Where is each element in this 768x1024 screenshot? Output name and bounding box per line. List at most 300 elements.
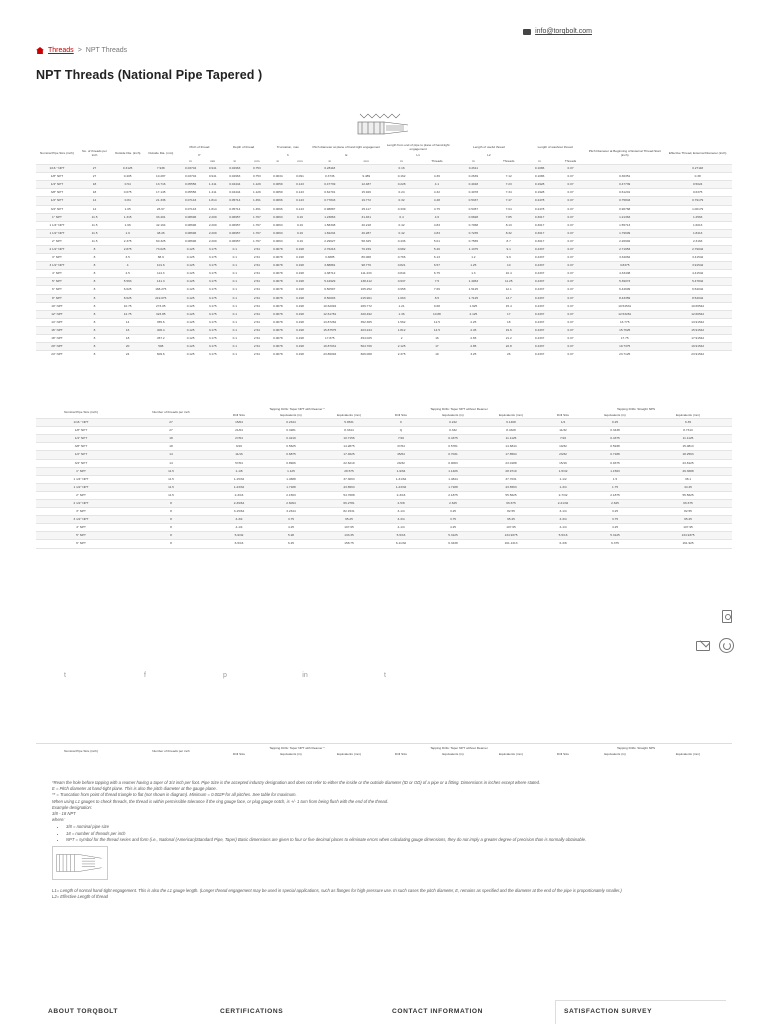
table-cell: 4" NPT: [36, 270, 78, 278]
npt-thread-diagram: [356, 112, 412, 142]
table-cell: 0.332: [424, 427, 482, 435]
table-cell: 1.05: [111, 205, 144, 213]
footer-survey[interactable]: SATISFACTION SURVEY: [564, 1008, 653, 1015]
table-cell: 8: [126, 524, 216, 532]
table-row: [36, 427, 732, 435]
table-cell: 0.07: [555, 262, 586, 270]
table-cell: 37/64: [378, 443, 424, 451]
col-head: Effective Thread, External Diameter (inch): [668, 151, 727, 156]
table-cell: 3.175: [204, 278, 222, 286]
table-cell: 0.07: [555, 189, 586, 197]
tapping-drills-header-table: [36, 745, 732, 757]
table-cell: 107.95: [482, 524, 540, 532]
table-row: [36, 508, 732, 516]
table-cell: 48.26: [144, 229, 177, 237]
table-row: [36, 351, 732, 359]
table-cell: 0.766: [383, 254, 421, 262]
table-cell: 2.625: [586, 499, 644, 507]
table-cell: 0.198: [290, 343, 310, 351]
table-cell: 3.175: [204, 310, 222, 318]
table-cell: 37.7031: [482, 475, 540, 483]
table-row: [36, 318, 732, 326]
table-cell: 1.129: [248, 189, 266, 197]
table-cell: 0.1: [222, 254, 249, 262]
table-cell: 70.159: [350, 246, 383, 254]
table-cell: 25.117: [350, 205, 383, 213]
table-cell: 8: [78, 262, 111, 270]
table-cell: 8: [78, 351, 111, 359]
table-cell: 6.75: [420, 270, 453, 278]
table-cell: 19.6: [493, 326, 524, 334]
table-cell: 0.143: [290, 189, 310, 197]
table-cell: 1.063: [383, 294, 421, 302]
table-cell: 4.83: [420, 221, 453, 229]
table-cell: 8: [126, 540, 216, 548]
table-row: [36, 294, 732, 302]
table-cell: 0.07: [555, 270, 586, 278]
table-cell: 0.242: [424, 419, 482, 427]
table-cell: 2.125: [453, 310, 493, 318]
table-cell: 3/8" NPT: [36, 189, 78, 197]
table-cell: 0.125: [177, 294, 204, 302]
table-cell: 1.55713: [586, 221, 663, 229]
table-cell: 0.4: [383, 213, 421, 221]
table-cell: 37.3063: [320, 475, 378, 483]
table-cell: 0.3017: [524, 213, 555, 221]
facebook-icon[interactable]: f: [144, 672, 146, 679]
table-cell: 95.25: [482, 516, 540, 524]
table-row: [36, 459, 732, 467]
table-cell: 13.716: [144, 181, 177, 189]
table-cell: 0.0078: [266, 318, 290, 326]
table-cell: 1.66: [111, 221, 144, 229]
table-cell: 0.07: [555, 302, 586, 310]
table-cell: 0.1: [222, 335, 249, 343]
table-cell: 3 1/2" NPT: [36, 516, 126, 524]
table-cell: 0.125: [177, 286, 204, 294]
email-link[interactable]: info@torqbolt.com: [535, 28, 592, 35]
table-cell: 18.2563: [644, 451, 732, 459]
table-cell: 0.675: [111, 189, 144, 197]
table-cell: 43.6563: [482, 483, 540, 491]
footer-contact[interactable]: CONTACT INFORMATION: [392, 1008, 484, 1015]
table-cell: 27: [78, 165, 111, 173]
table-cell: 0.07143: [177, 205, 204, 213]
table-cell: 0.02963: [222, 173, 249, 181]
table-cell: 0.05714: [222, 205, 249, 213]
table-cell: 11.25: [493, 278, 524, 286]
table-cell: 13.7: [493, 294, 524, 302]
table-cell: 19.772: [350, 197, 383, 205]
table-cell: 3.175: [204, 343, 222, 351]
table-cell: 18: [111, 335, 144, 343]
table-cell: 21/64: [216, 427, 262, 435]
table-cell: 66.2781: [320, 499, 378, 507]
table-row: [36, 419, 732, 427]
table-cell: 219.075: [144, 294, 177, 302]
table-cell: 8.13: [493, 221, 524, 229]
table-cell: 0.5024: [663, 181, 732, 189]
table-cell: 0.753: [248, 165, 266, 173]
table-cell: 73.025: [144, 246, 177, 254]
table-cell: 18: [126, 435, 216, 443]
table-cell: 4.75: [420, 205, 453, 213]
table-cell: 1-9/64: [378, 467, 424, 475]
table-cell: 0.36351: [586, 173, 663, 181]
table-cell: 0.091: [290, 173, 310, 181]
table-cell: 0.07: [555, 237, 586, 245]
table-cell: 3.175: [204, 254, 222, 262]
breadcrumb-separator: >: [77, 47, 82, 54]
table-cell: 1.3: [453, 270, 493, 278]
table-cell: 0.4078: [453, 189, 493, 197]
table-cell: 23.7125: [586, 351, 663, 359]
table-cell: 20: [111, 343, 144, 351]
table-cell: 2" NPT: [36, 237, 78, 245]
table-cell: 4.38712: [310, 270, 350, 278]
table-cell: 95.25: [320, 516, 378, 524]
table-cell: 14: [126, 459, 216, 467]
breadcrumb-threads-link[interactable]: Threads: [48, 47, 74, 54]
table-row: [36, 205, 732, 213]
table-cell: 4.48: [420, 197, 453, 205]
table-cell: 7.23: [493, 181, 524, 189]
table-cell: 0.5625: [262, 443, 320, 451]
table-cell: 1.1406: [424, 467, 482, 475]
table-cell: 0.25: [586, 419, 644, 427]
table-cell: 7.85: [493, 213, 524, 221]
table-cell: 8: [78, 294, 111, 302]
table-cell: 0.08696: [177, 213, 204, 221]
table-cell: 58.325: [350, 237, 383, 245]
table-cell: 3.25: [424, 508, 482, 516]
table-cell: 1.23863: [310, 213, 350, 221]
whatsapp-icon[interactable]: [719, 638, 734, 653]
table-cell: 1/2" NPT: [36, 451, 126, 459]
table-cell: 0.0078: [266, 326, 290, 334]
tumblr-icon[interactable]: t: [384, 672, 386, 679]
table-cell: 7.938: [144, 165, 177, 173]
table-cell: 0.62701: [310, 189, 350, 197]
table-cell: 1-5/32: [540, 467, 586, 475]
group-head: Tapping Drills: Taper NPT without Reamer: [430, 746, 488, 750]
col-head: Equivalents (in): [604, 413, 626, 418]
table-cell: 1/8" NPT: [36, 427, 126, 435]
table-cell: 5-5/16: [378, 532, 424, 540]
table-cell: 0.228: [383, 181, 421, 189]
table-cell: 1.75: [586, 483, 644, 491]
table-cell: 19.87031: [310, 343, 350, 351]
table-cell: 0.7235: [453, 229, 493, 237]
table-cell: 18" NPT: [36, 335, 78, 343]
table-cell: 2.625: [424, 499, 482, 507]
table-cell: 0.16: [290, 237, 310, 245]
table-cell: 0.61201: [586, 189, 663, 197]
table-cell: 1.8413: [663, 229, 732, 237]
table-cell: 8.3344: [320, 427, 378, 435]
pinterest-icon[interactable]: p: [223, 672, 227, 679]
table-cell: 0.821: [383, 262, 421, 270]
col-head: Drill Size: [394, 413, 408, 418]
table-cell: 508: [144, 343, 177, 351]
table-cell: 14: [78, 205, 111, 213]
table-cell: 1.1375: [453, 246, 493, 254]
table-cell: 0.08696: [177, 229, 204, 237]
table-row: [36, 524, 732, 532]
table-cell: 7.5: [420, 278, 453, 286]
table-cell: 0.198: [290, 286, 310, 294]
table-cell: 0.844: [383, 270, 421, 278]
table-cell: 0.198: [290, 351, 310, 359]
table-cell: 1-31/64: [378, 475, 424, 483]
table-cell: [290, 165, 310, 173]
table-cell: 16: [420, 335, 453, 343]
home-icon[interactable]: [36, 47, 44, 54]
table-cell: 15.0813: [644, 443, 732, 451]
table-cell: 0.07: [555, 318, 586, 326]
table-cell: 0.3017: [524, 237, 555, 245]
col-head: Drill Size: [232, 413, 246, 418]
pdf-icon[interactable]: [722, 610, 732, 623]
table-cell: 8.7: [493, 237, 524, 245]
table-cell: 0.4375: [586, 435, 644, 443]
table-cell: 0.125: [177, 270, 204, 278]
table-cell: 54.7688: [320, 491, 378, 499]
table-cell: 4.25: [262, 524, 320, 532]
table-cell: 0.07: [555, 213, 586, 221]
table-cell: 4: [111, 262, 144, 270]
table-cell: 5.9531: [320, 419, 378, 427]
table-cell: 6-11/32: [378, 540, 424, 548]
table-cell: 0.08696: [177, 221, 204, 229]
table-cell: 23.8125: [644, 459, 732, 467]
table-cell: 8: [78, 246, 111, 254]
unit-head: in: [233, 159, 236, 164]
table-cell: 0.16: [290, 213, 310, 221]
table-cell: 0.4337: [524, 246, 555, 254]
table-cell: 0.0078: [266, 246, 290, 254]
table-cell: 1 1/2" NPT: [36, 229, 78, 237]
table-cell: 3.75: [424, 516, 482, 524]
table-cell: 8.5: [420, 294, 453, 302]
table-cell: 5.01: [420, 237, 453, 245]
table-cell: 1.21: [383, 302, 421, 310]
table-cell: 10.54531: [586, 302, 663, 310]
table-cell: 0.198: [290, 278, 310, 286]
table-cell: 43.6563: [320, 483, 378, 491]
table-cell: 1.814: [204, 205, 222, 213]
col-subhead: h: [286, 153, 289, 158]
table-cell: 5" NPT: [36, 532, 126, 540]
col-head: Equivalents (in): [442, 752, 464, 757]
table-cell: 0.1: [222, 310, 249, 318]
table-cell: 12.75: [111, 310, 144, 318]
table-cell: 11.5: [126, 467, 216, 475]
col-head: Outside Dia. (inch): [114, 151, 141, 156]
table-cell: 2.54: [248, 246, 266, 254]
table-cell: 134.9375: [482, 532, 540, 540]
footer-about[interactable]: ABOUT TORQBOLT: [48, 1008, 119, 1015]
table-cell: 0.7565: [453, 237, 493, 245]
table-cell: 0.125: [177, 278, 204, 286]
table-cell: 0.4337: [524, 326, 555, 334]
table-cell: 6.44609: [586, 286, 663, 294]
note-where: where:: [52, 817, 65, 823]
table-cell: 0.198: [290, 335, 310, 343]
table-cell: 5.46: [420, 246, 453, 254]
group-head: Tapping Drills: Taper NPT without Reamer: [430, 407, 488, 411]
table-cell: 2.54: [248, 326, 266, 334]
table-cell: 0.9063: [424, 459, 482, 467]
col-subhead: P: [198, 153, 201, 158]
table-cell: 0.125: [177, 262, 204, 270]
table-cell: 12.1: [493, 286, 524, 294]
table-cell: 0.07: [555, 221, 586, 229]
table-cell: 0.4337: [524, 310, 555, 318]
table-cell: 4-1/4: [378, 524, 424, 532]
table-cell: 2.209: [204, 221, 222, 229]
table-cell: 320.492: [350, 310, 383, 318]
table-cell: 1.451: [248, 197, 266, 205]
table-cell: 2.54: [248, 270, 266, 278]
table-cell: 0.4337: [524, 351, 555, 359]
table-cell: 323.85: [144, 310, 177, 318]
table-cell: 2.54: [248, 294, 266, 302]
table-cell: 2.65: [453, 335, 493, 343]
table-cell: Q: [378, 427, 424, 435]
table-cell: 0.198: [290, 302, 310, 310]
table-cell: 0.4337: [524, 262, 555, 270]
table-cell: 0.27118: [663, 165, 732, 173]
table-cell: 3.2344: [262, 508, 320, 516]
table-cell: 8.4328: [482, 427, 540, 435]
footer-certifications[interactable]: CERTIFICATIONS: [220, 1008, 284, 1015]
table-cell: 10: [493, 262, 524, 270]
table-cell: 11/32: [540, 427, 586, 435]
table-cell: 0.0063: [266, 221, 290, 229]
table-cell: 4.83: [420, 229, 453, 237]
table-cell: 12.5: [420, 318, 453, 326]
table-cell: 0.77843: [310, 197, 350, 205]
table-cell: 7/16: [378, 435, 424, 443]
table-cell: 0.0078: [266, 335, 290, 343]
table-cell: 12.66542: [663, 310, 732, 318]
table-cell: 0.198: [290, 270, 310, 278]
table-cell: 1.315: [111, 213, 144, 221]
table-cell: 0.125: [177, 318, 204, 326]
email-share-icon[interactable]: [696, 641, 710, 651]
table-cell: 355.6: [144, 318, 177, 326]
table-cell: 2.54: [248, 302, 266, 310]
table-cell: 6-3/8: [540, 540, 586, 548]
table-cell: 2.76216: [310, 246, 350, 254]
table-cell: 6.35: [644, 419, 732, 427]
table-row: [36, 335, 732, 343]
table-cell: 28.575: [320, 467, 378, 475]
table-cell: 7.47: [493, 197, 524, 205]
table-cell: 11.5: [126, 483, 216, 491]
table-cell: 0.07: [555, 351, 586, 359]
table-cell: 3.175: [204, 286, 222, 294]
table-cell: 0.1: [222, 351, 249, 359]
table-cell: 3.175: [204, 302, 222, 310]
table-cell: 27: [126, 427, 216, 435]
table-cell: [266, 165, 290, 173]
table-cell: 0.941: [204, 173, 222, 181]
table-cell: 88.9: [144, 254, 177, 262]
table-cell: 5.44929: [310, 278, 350, 286]
table-cell: 3 1/2" NPT: [36, 262, 78, 270]
col-head: Equivalents (mm): [336, 413, 362, 418]
table-cell: 8.32: [493, 229, 524, 237]
table-cell: 3-1/4: [378, 508, 424, 516]
table-cell: 1.82234: [310, 229, 350, 237]
table-cell: 2.54: [248, 335, 266, 343]
table-cell: 0.3736: [310, 173, 350, 181]
col-head: Number of threads per inch: [152, 410, 190, 414]
table-cell: 12.487: [350, 181, 383, 189]
table-cell: 0.4337: [524, 318, 555, 326]
table-cell: 0.1086: [524, 173, 555, 181]
table-cell: 2.54: [248, 286, 266, 294]
table-cell: 0.07: [555, 335, 586, 343]
table-cell: 15.7625: [586, 326, 663, 334]
table-cell: 29/32: [378, 459, 424, 467]
table-cell: 1/4: [540, 419, 586, 427]
table-cell: 133.35: [320, 532, 378, 540]
table-cell: 0.143: [290, 197, 310, 205]
table-cell: 0.5781: [424, 443, 482, 451]
table-cell: 7/16: [540, 435, 586, 443]
note-l1: L1= Length of normal hand-tight engagement. This is also the L1 gauge length. (Longer thread engagement may be used in special applications, such as flanges for high-pressure use. In such cases the pitch diameter, E, remains as specified and the diameter at the end of the pipe is proportionately smaller.): [52, 888, 622, 894]
table-cell: 0.06957: [222, 229, 249, 237]
table-cell: 23/32: [540, 451, 586, 459]
table-cell: 22.8: [493, 343, 524, 351]
table-cell: 27: [126, 419, 216, 427]
table-cell: 17: [493, 310, 524, 318]
table-cell: 3" NPT: [36, 254, 78, 262]
table-cell: 3.175: [204, 335, 222, 343]
linkedin-icon[interactable]: in: [302, 672, 308, 679]
table-cell: 40.218: [350, 221, 383, 229]
table-cell: 21.2: [493, 335, 524, 343]
col-head: Pitch diameter at plane of hand tight engagement: [312, 145, 381, 149]
table-cell: 6.625: [111, 286, 144, 294]
table-cell: 5.563: [111, 278, 144, 286]
table-cell: 24: [111, 351, 144, 359]
unit-head: mm: [210, 159, 216, 164]
table-cell: 18: [126, 443, 216, 451]
table-cell: 13.775: [586, 318, 663, 326]
col-head: Nominal Pipe Size (inch): [64, 749, 98, 753]
table-cell: 3.175: [204, 351, 222, 359]
table-cell: 134.9375: [644, 532, 732, 540]
table-cell: 29.3688: [644, 467, 732, 475]
table-cell: 12.61781: [310, 310, 350, 318]
table-cell: 0.198: [290, 294, 310, 302]
table-row: [36, 310, 732, 318]
table-cell: 114.3: [144, 270, 177, 278]
table-cell: 0.143: [290, 181, 310, 189]
col-head: Equivalents (mm): [675, 752, 701, 757]
table-cell: 1.129: [248, 181, 266, 189]
table-cell: 3.8375: [586, 262, 663, 270]
page-title: NPT Threads (National Pipe Tapered ): [36, 68, 263, 82]
table-cell: 5.28: [262, 532, 320, 540]
twitter-icon[interactable]: t: [64, 672, 66, 679]
table-cell: 17.75: [586, 335, 663, 343]
table-cell: 2.125: [383, 343, 421, 351]
